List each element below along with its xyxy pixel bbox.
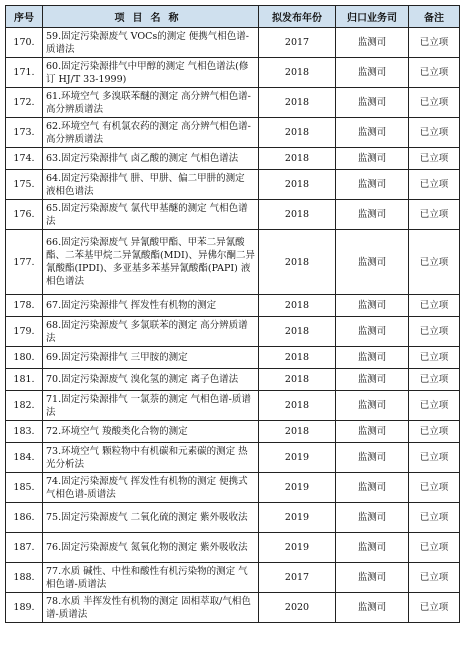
note-cell: 已立项 — [409, 533, 460, 563]
note-cell: 已立项 — [409, 473, 460, 503]
item-cell: 75.固定污染源废气 二氧化硫的测定 紫外吸收法 — [43, 503, 259, 533]
org-cell: 监测司 — [336, 391, 409, 421]
year-cell: 2019 — [259, 503, 336, 533]
year-cell: 2020 — [259, 593, 336, 623]
seq-cell: 179. — [6, 317, 43, 347]
item-cell: 72.环境空气 羧酸类化合物的测定 — [43, 421, 259, 443]
seq-cell: 182. — [6, 391, 43, 421]
seq-cell: 173. — [6, 118, 43, 148]
table-row — [6, 391, 460, 421]
seq-cell: 187. — [6, 533, 43, 563]
item-cell: 73.环境空气 颗粒物中有机碳和元素碳的测定 热光分析法 — [43, 443, 259, 473]
seq-cell: 178. — [6, 295, 43, 317]
org-cell: 监测司 — [336, 148, 409, 170]
table-row — [6, 170, 460, 200]
org-cell: 监测司 — [336, 533, 409, 563]
header-org: 归口业务司 — [336, 6, 409, 28]
note-cell: 已立项 — [409, 443, 460, 473]
note-cell: 已立项 — [409, 369, 460, 391]
item-cell: 74.固定污染源废气 挥发性有机物的测定 便携式气相色谱-质谱法 — [43, 473, 259, 503]
seq-cell: 183. — [6, 421, 43, 443]
note-cell: 已立项 — [409, 170, 460, 200]
table-row — [6, 200, 460, 230]
year-cell: 2018 — [259, 369, 336, 391]
table-row — [6, 503, 460, 533]
year-cell: 2018 — [259, 347, 336, 369]
item-cell: 62.环境空气 有机氯农药的测定 高分辨气相色谱-高分辨质谱法 — [43, 118, 259, 148]
org-cell: 监测司 — [336, 473, 409, 503]
table-row — [6, 421, 460, 443]
org-cell: 监测司 — [336, 170, 409, 200]
year-cell: 2018 — [259, 295, 336, 317]
year-cell: 2017 — [259, 28, 336, 58]
seq-cell: 174. — [6, 148, 43, 170]
year-cell: 2018 — [259, 148, 336, 170]
item-cell: 69.固定污染源排气 三甲胺的测定 — [43, 347, 259, 369]
org-cell: 监测司 — [336, 118, 409, 148]
table-row — [6, 28, 460, 58]
table-row — [6, 88, 460, 118]
note-cell: 已立项 — [409, 347, 460, 369]
org-cell: 监测司 — [336, 317, 409, 347]
note-cell: 已立项 — [409, 88, 460, 118]
table-row — [6, 593, 460, 623]
standards-table — [5, 5, 460, 623]
org-cell: 监测司 — [336, 593, 409, 623]
org-cell: 监测司 — [336, 443, 409, 473]
seq-cell: 180. — [6, 347, 43, 369]
item-cell: 67.固定污染源排气 挥发性有机物的测定 — [43, 295, 259, 317]
header-year: 拟发布年份 — [259, 6, 336, 28]
year-cell: 2019 — [259, 443, 336, 473]
note-cell: 已立项 — [409, 230, 460, 295]
seq-cell: 188. — [6, 563, 43, 593]
note-cell: 已立项 — [409, 200, 460, 230]
year-cell: 2018 — [259, 118, 336, 148]
standards-table-container — [5, 5, 460, 623]
table-row — [6, 295, 460, 317]
note-cell: 已立项 — [409, 503, 460, 533]
table-row — [6, 533, 460, 563]
org-cell: 监测司 — [336, 421, 409, 443]
note-cell: 已立项 — [409, 563, 460, 593]
seq-cell: 176. — [6, 200, 43, 230]
table-row — [6, 58, 460, 88]
table-row — [6, 317, 460, 347]
year-cell: 2018 — [259, 421, 336, 443]
item-cell: 70.固定污染源废气 溴化氢的测定 离子色谱法 — [43, 369, 259, 391]
seq-cell: 181. — [6, 369, 43, 391]
note-cell: 已立项 — [409, 317, 460, 347]
org-cell: 监测司 — [336, 28, 409, 58]
header-note: 备注 — [409, 6, 460, 28]
year-cell: 2018 — [259, 88, 336, 118]
seq-cell: 177. — [6, 230, 43, 295]
header-seq: 序号 — [6, 6, 43, 28]
item-cell: 78.水质 半挥发性有机物的测定 固相萃取/气相色谱-质谱法 — [43, 593, 259, 623]
header-item: 项目名称 — [43, 6, 259, 28]
item-cell: 68.固定污染源废气 多氯联苯的测定 高分辨质谱法 — [43, 317, 259, 347]
seq-cell: 186. — [6, 503, 43, 533]
note-cell: 已立项 — [409, 118, 460, 148]
item-cell: 59.固定污染源废气 VOCs的测定 便携气相色谱-质谱法 — [43, 28, 259, 58]
item-cell: 77.水质 碱性、中性和酸性有机污染物的测定 气相色谱-质谱法 — [43, 563, 259, 593]
year-cell: 2019 — [259, 533, 336, 563]
year-cell: 2019 — [259, 473, 336, 503]
seq-cell: 172. — [6, 88, 43, 118]
year-cell: 2018 — [259, 317, 336, 347]
org-cell: 监测司 — [336, 563, 409, 593]
table-row — [6, 473, 460, 503]
table-row — [6, 443, 460, 473]
item-cell: 61.环境空气 多溴联苯醚的测定 高分辨气相色谱-高分辨质谱法 — [43, 88, 259, 118]
note-cell: 已立项 — [409, 28, 460, 58]
table-row — [6, 148, 460, 170]
seq-cell: 184. — [6, 443, 43, 473]
year-cell: 2018 — [259, 391, 336, 421]
note-cell: 已立项 — [409, 148, 460, 170]
item-cell: 71.固定污染源排气 一氯萘的测定 气相色谱-质谱法 — [43, 391, 259, 421]
note-cell: 已立项 — [409, 295, 460, 317]
seq-cell: 171. — [6, 58, 43, 88]
item-cell: 63.固定污染源排气 卤乙酸的测定 气相色谱法 — [43, 148, 259, 170]
table-row — [6, 369, 460, 391]
note-cell: 已立项 — [409, 391, 460, 421]
org-cell: 监测司 — [336, 295, 409, 317]
org-cell: 监测司 — [336, 503, 409, 533]
item-cell: 66.固定污染源废气 异氰酸甲酯、甲苯二异氰酸酯、二苯基甲烷二异氰酸酯(MDI)、异佛尔酮二异氰酸酯(IPDI)、多亚基多苯基异氰酸酯(PAPI) 液相色谱法 — [43, 230, 259, 295]
note-cell: 已立项 — [409, 58, 460, 88]
header-row — [6, 6, 460, 28]
year-cell: 2018 — [259, 200, 336, 230]
table-row — [6, 347, 460, 369]
org-cell: 监测司 — [336, 58, 409, 88]
org-cell: 监测司 — [336, 369, 409, 391]
year-cell: 2018 — [259, 170, 336, 200]
table-row — [6, 118, 460, 148]
item-cell: 60.固定污染源排气中甲醇的测定 气相色谱法(修订 HJ/T 33-1999) — [43, 58, 259, 88]
year-cell: 2018 — [259, 58, 336, 88]
org-cell: 监测司 — [336, 347, 409, 369]
seq-cell: 175. — [6, 170, 43, 200]
note-cell: 已立项 — [409, 421, 460, 443]
table-body — [6, 28, 460, 623]
item-cell: 76.固定污染源废气 氮氧化物的测定 紫外吸收法 — [43, 533, 259, 563]
seq-cell: 189. — [6, 593, 43, 623]
table-row — [6, 230, 460, 295]
year-cell: 2017 — [259, 563, 336, 593]
item-cell: 64.固定污染源排气 肼、甲肼、偏二甲肼的测定 液相色谱法 — [43, 170, 259, 200]
note-cell: 已立项 — [409, 593, 460, 623]
org-cell: 监测司 — [336, 200, 409, 230]
table-row — [6, 563, 460, 593]
seq-cell: 185. — [6, 473, 43, 503]
seq-cell: 170. — [6, 28, 43, 58]
year-cell: 2018 — [259, 230, 336, 295]
org-cell: 监测司 — [336, 230, 409, 295]
item-cell: 65.固定污染源废气 氯代甲基醚的测定 气相色谱法 — [43, 200, 259, 230]
org-cell: 监测司 — [336, 88, 409, 118]
